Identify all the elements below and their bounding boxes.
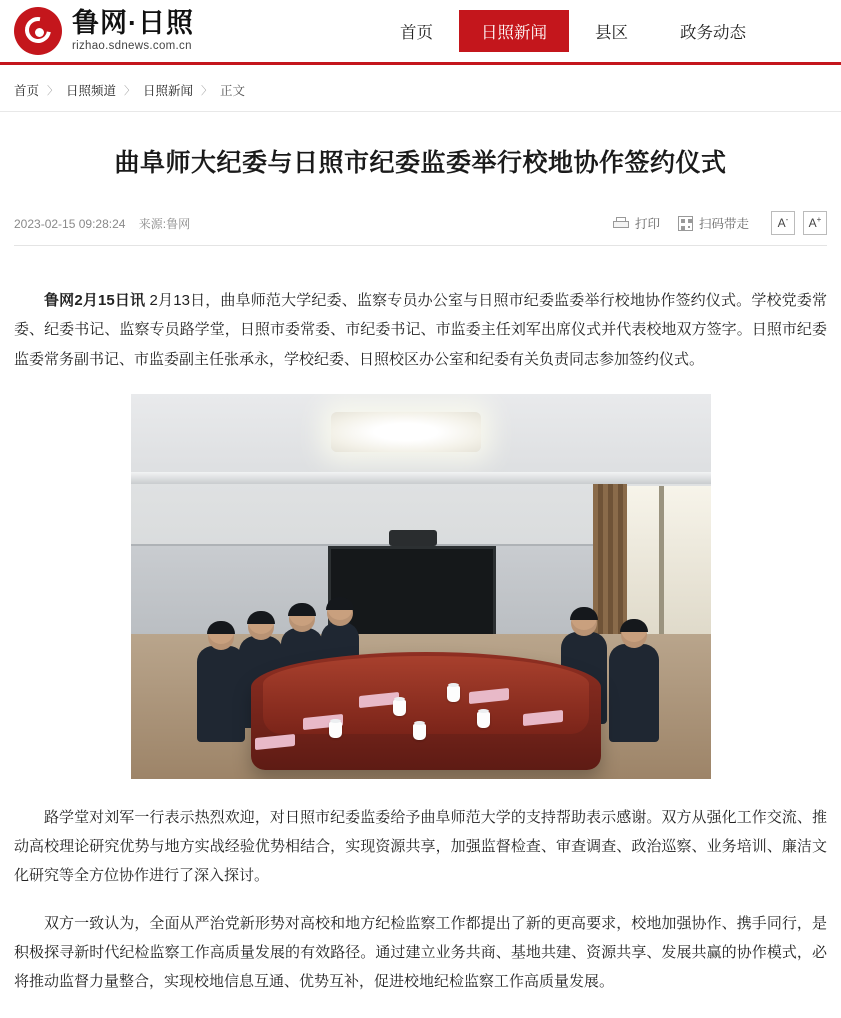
article-paragraph-text: 双方一致认为，全面从严治党新形势对高校和地方纪检监察工作都提出了新的更高要求，校地加强协作、携手同行，是积极探寻新时代纪检监察工作高质量发展的有效路径。通过建立业务共商、基地共建、资源共享、发展共赢的协作模式，必将推动监督力量整合，实现校地信息互通、优势互补，促进校地纪检监察工作高质量发展。	[14, 914, 827, 990]
article-photo-wrap	[14, 394, 827, 779]
page-title: 曲阜师大纪委与日照市纪委监委举行校地协作签约仪式	[114, 149, 727, 177]
nav-item-county[interactable]: 县区	[595, 24, 628, 42]
qr-code-icon	[678, 216, 693, 231]
article-paragraph	[14, 803, 827, 891]
main-nav	[374, 10, 772, 52]
font-decrease-label: A	[777, 216, 786, 230]
article-timestamp: 2023-02-15 09:28:24	[14, 216, 126, 231]
printer-icon	[613, 217, 629, 230]
article-meta-left	[14, 215, 190, 232]
article-paragraph	[14, 286, 827, 374]
font-size-controls	[771, 211, 827, 235]
breadcrumb	[0, 65, 841, 112]
article-source: 来源:鲁网	[138, 216, 191, 231]
breadcrumb-item-current: 正文	[220, 84, 246, 98]
article-paragraph-text: 2月13日，曲阜师范大学纪委、监察专员办公室与日照市纪委监委举行校地协作签约仪式。学校党委常委、纪委书记、监察专员路学堂，日照市委常委、市纪委书记、市监委主任刘军出席仪式并代表校地双方签字。日照市纪委监委常务副书记、市监委副主任张承永，学校纪委、日照校区办公室和纪委有关负责同志参加签约仪式。	[14, 292, 828, 368]
article-photo	[131, 394, 711, 779]
article-paragraph-text: 路学堂对刘军一行表示热烈欢迎，对日照市纪委监委给予曲阜师范大学的支持帮助表示感谢。双方从强化工作交流、推动高校理论研究优势与地方实战经验优势相结合，实现资源共享，加强监督检查、审查调查、政治巡察、业务培训、廉洁文化研究等全方位协作进行了深入探讨。	[14, 808, 827, 885]
article-meta	[14, 211, 827, 246]
breadcrumb-separator-icon: 〉	[201, 85, 213, 97]
site-header	[0, 0, 841, 62]
print-button-label: 打印	[634, 217, 660, 231]
article-meta-actions	[613, 211, 827, 235]
article	[0, 146, 841, 1018]
breadcrumb-separator-icon: 〉	[124, 85, 136, 97]
font-decrease-button[interactable]	[771, 211, 795, 235]
brand-title: 鲁网·日照	[72, 7, 194, 38]
breadcrumb-item-news[interactable]: 日照新闻	[143, 84, 194, 98]
article-lead: 鲁网2月15日讯	[44, 292, 146, 309]
nav-item-home[interactable]: 首页	[400, 24, 433, 42]
qr-scan-button-label: 扫码带走	[698, 217, 749, 231]
site-brand[interactable]	[14, 7, 194, 55]
article-bottom-space	[14, 1000, 827, 1018]
qr-scan-button[interactable]	[678, 214, 749, 232]
brand-text	[72, 7, 194, 53]
article-paragraph	[14, 909, 827, 997]
brand-url: rizhao.sdnews.com.cn	[72, 39, 192, 52]
font-increase-sup: +	[816, 215, 822, 224]
nav-item-government[interactable]: 政务动态	[680, 24, 746, 42]
font-increase-label: A	[808, 216, 817, 230]
breadcrumb-item-channel[interactable]: 日照频道	[66, 84, 117, 98]
font-increase-button[interactable]	[803, 211, 827, 235]
breadcrumb-separator-icon: 〉	[47, 85, 59, 97]
print-button[interactable]	[613, 214, 660, 232]
nav-item-rizhao-news[interactable]: 日照新闻	[459, 10, 569, 52]
spiral-logo-icon	[14, 7, 62, 55]
breadcrumb-item-home[interactable]: 首页	[14, 84, 40, 98]
font-decrease-sup: -	[785, 215, 789, 224]
